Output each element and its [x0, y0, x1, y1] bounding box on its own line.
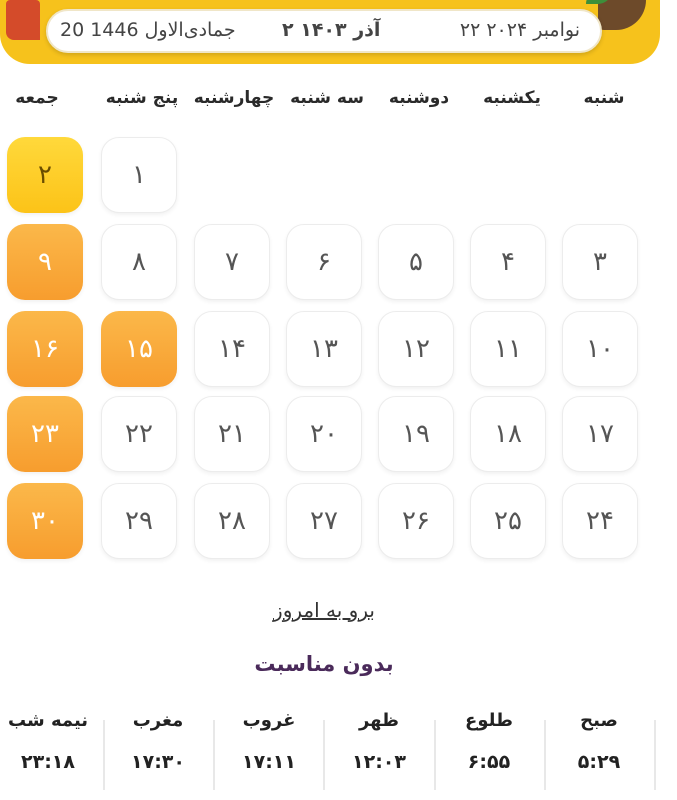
time-value: ۱۲:۰۳ [352, 751, 406, 773]
time-value: ۵:۲۹ [577, 751, 621, 773]
divider [544, 720, 546, 790]
date-bar[interactable] [46, 9, 602, 53]
time-label: غروب [242, 710, 296, 731]
time-label: مغرب [132, 710, 184, 731]
weekday-saturday: شنبه [583, 88, 625, 108]
gregorian-date: ۲۲ نوامبر ۲۰۲۴ [459, 19, 580, 41]
day-cell[interactable]: ۳ [562, 224, 638, 300]
time-maghreb [103, 706, 213, 773]
divider [434, 720, 436, 790]
time-label: صبح [580, 710, 618, 731]
weekday-header [0, 88, 677, 118]
day-cell[interactable]: ۲۰ [286, 396, 362, 472]
day-cell[interactable]: ۱۹ [378, 396, 454, 472]
day-cell[interactable]: ۲۱ [194, 396, 270, 472]
time-label: ظهر [358, 710, 400, 731]
divider [103, 720, 105, 790]
weekday-sunday: یکشنبه [483, 88, 541, 108]
day-cell[interactable]: ۲۹ [101, 483, 177, 559]
day-cell[interactable]: ۲۴ [562, 483, 638, 559]
weekday-tuesday: سه شنبه [290, 88, 364, 108]
day-cell[interactable]: ۶ [286, 224, 362, 300]
day-cell[interactable]: ۲۲ [101, 396, 177, 472]
weekday-thursday: پنج شنبه [105, 88, 179, 108]
day-cell-friday[interactable]: ۹ [7, 224, 83, 300]
day-cell[interactable]: ۱۴ [194, 311, 270, 387]
day-cell[interactable]: ۱۳ [286, 311, 362, 387]
day-cell-friday[interactable]: ۲۳ [7, 396, 83, 472]
occasion-label: بدون مناسبت [254, 652, 394, 676]
day-cell[interactable]: ۷ [194, 224, 270, 300]
prayer-times [0, 706, 677, 796]
day-cell-friday[interactable]: ۲ [7, 137, 83, 213]
time-value: ۱۷:۳۰ [131, 751, 185, 773]
day-cell[interactable]: ۱۸ [470, 396, 546, 472]
time-sobh [544, 706, 654, 773]
day-cell[interactable]: ۵ [378, 224, 454, 300]
day-cell[interactable]: ۸ [101, 224, 177, 300]
day-cell-friday[interactable]: ۱۶ [7, 311, 83, 387]
time-label: طلوع [465, 710, 513, 731]
time-nimeshab [0, 706, 103, 773]
day-cell[interactable]: ۱۱ [470, 311, 546, 387]
day-cell-friday[interactable]: ۳۰ [7, 483, 83, 559]
day-cell[interactable]: ۴ [470, 224, 546, 300]
time-tolu [434, 706, 544, 773]
time-value: ۱۷:۱۱ [242, 751, 296, 773]
time-value: ۲۳:۱۸ [21, 751, 75, 773]
tree-decoration [598, 0, 646, 30]
time-value: ۶:۵۵ [467, 751, 511, 773]
divider [654, 720, 656, 790]
day-cell[interactable]: ۱۷ [562, 396, 638, 472]
hijri-date: 20 جمادی‌الاول 1446 [60, 19, 236, 41]
gift-box-decoration [6, 0, 40, 40]
time-label: نیمه شب [7, 710, 89, 731]
day-cell[interactable]: ۲۶ [378, 483, 454, 559]
divider [213, 720, 215, 790]
day-cell[interactable]: ۲۵ [470, 483, 546, 559]
day-cell[interactable]: ۱۲ [378, 311, 454, 387]
weekday-monday: دوشنبه [388, 88, 450, 108]
time-zohr [324, 706, 434, 773]
day-cell-holiday[interactable]: ۱۵ [101, 311, 177, 387]
day-cell[interactable]: ۲۷ [286, 483, 362, 559]
day-cell[interactable]: ۱ [101, 137, 177, 213]
day-cell[interactable]: ۱۰ [562, 311, 638, 387]
day-cell[interactable]: ۲۸ [194, 483, 270, 559]
weekday-wednesday: چهارشنبه [193, 88, 275, 108]
go-to-today-link[interactable]: برو به امروز [273, 598, 375, 622]
shamsi-date: ۲ آذر ۱۴۰۳ [282, 19, 381, 41]
weekday-friday: جمعه [15, 88, 59, 108]
time-ghorub [214, 706, 324, 773]
